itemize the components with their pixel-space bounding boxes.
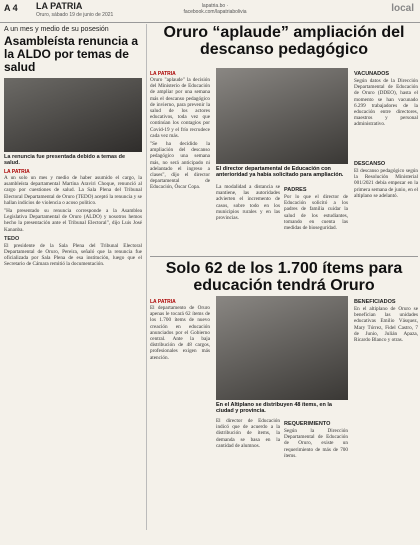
main-column-2 [216, 184, 280, 254]
second-column-4 [354, 296, 418, 532]
left-photo-caption: La renuncia fue presentada debido a temas de salud. [4, 154, 126, 166]
second-column-2 [216, 418, 280, 532]
left-paragraph: "Ha presentado su renuncia corresponde a la Asamblea Legislativa Departamental de Oruro (ALDO) y nosotros hemos hecho la presentación ante el Tribunal Electoral", dijo Luis José Kananba. [4, 208, 142, 233]
left-article [4, 24, 142, 530]
main-subhead: PADRES [284, 187, 307, 193]
web-links: lapatria.bo · facebook.com/lapatriabolivia [183, 3, 247, 15]
second-column-1 [150, 296, 210, 532]
second-photo-caption: En el Altiplano se distribuyen 48 ítems, en la ciudad y provincia. [216, 402, 332, 414]
main-column-4 [354, 68, 418, 254]
left-subhead: TEDO [4, 235, 20, 242]
main-article [150, 68, 418, 254]
second-photo [216, 296, 348, 400]
main-paragraph: Oruro "aplaude" la decisión del Ministerio de Educación de ampliar por una semana más el descanso pedagógico de invierno, para prevenir la salud de los actores educativos, toda vez que continúan los contagios por Covid-19 y el frío recrudece cada vez más. [150, 77, 210, 139]
second-byline: LA PATRIA [150, 299, 176, 305]
main-paragraph: La modalidad a distancia se mantiene, las autoridades advierten el incremento de casos, sobre todo en los municipios rurales y en las provincias. [216, 184, 280, 222]
left-byline: LA PATRIA [4, 169, 30, 175]
main-subhead: VACUNADOS [354, 71, 390, 77]
main-subhead: DESCANSO [354, 161, 386, 167]
second-subhead: REQUERIMIENTO [284, 421, 331, 427]
second-headline: Solo 62 de los 1.700 ítems para educación tendrá Oruro [165, 260, 403, 294]
newspaper-brand: LA PATRIA [36, 1, 83, 11]
main-column-3 [284, 184, 348, 254]
left-kicker: A un mes y medio de su posesión [4, 26, 109, 33]
main-photo-caption: El director departamental de Educación con anterioridad ya había solicitado para ampliación. [216, 166, 344, 178]
second-paragraph: Según la Dirección Departamental de Educación de Oruro, existe un requerimiento de más de 700 ítems. [284, 428, 348, 459]
left-paragraph: El presidente de la Sala Plena del Tribunal Electoral Departamental de Oruro, Pereira, señaló que la renuncia fue oficializada por Sala Plena de esa institución, luego que el Secretario de Cámara remitió la documentación. [4, 242, 142, 268]
main-paragraph: Según datos de la Dirección Departamental de Educación de Oruro (DDEO), hasta el momento se han vacunado 6.299 trabajadores de la educación entre directores, maestros y personal administrativo. [354, 78, 418, 128]
page-header [0, 0, 420, 23]
second-paragraph: En el altiplano de Oruro se benefician las unidades educativas Emilio Vásquez, Mary Tórrez, Fidel Castro, 7 de Junio, Julián Apaza, Ricardo Blanco y otras. [354, 306, 418, 344]
main-photo [216, 68, 348, 164]
second-paragraph: El departamento de Oruro apenas le tocará 62 ítems de los 1.700 ítems de nuevo creación en educación anunciados por el Gobierno central. Ante la baja distribución de 48 cargos, profesionales exigen más atención. [150, 305, 210, 361]
second-column-3 [284, 418, 348, 532]
section-label: local [391, 3, 414, 14]
issue-date: Oruro, sábado 19 de junio de 2021 [36, 12, 114, 18]
main-paragraph: Por lo que el director de Educación solicitó a los padres de familia cuidar la salud de los estudiantes, tomando en cuenta las medidas de bioseguridad. [284, 194, 348, 232]
section-divider [150, 256, 418, 257]
main-paragraph: "Se ha decidido la ampliación del descanso pedagógico una semana más, no será anticipado ni adelantado el ingreso a clases", dijo el director departamental de Educación, Óscar Copa. [150, 141, 210, 191]
second-article [150, 296, 418, 532]
left-paragraph: A un solo un mes y medio de haber asumido el cargo, la asambleísta departamental Martina Araviri Choque, renunció al cargo por cuestiones de salud. La Sala Plena del Tribunal Electoral Departamental de Oruro (TEDO) aceptó la renuncia y se hallan indicios de violencia o acoso político. [4, 175, 142, 206]
second-paragraph: El director de Educación indicó que de acuerdo a la distribución de ítems, la demanda se basa en la cantidad de alumnos. [216, 418, 280, 449]
main-paragraph: El descanso pedagógico según la Resolución Ministerial 001/2021 debía empezar en la primera semana de junio, en el altiplano se adelantó. [354, 168, 418, 199]
second-subhead: BENEFICIADOS [354, 299, 396, 305]
column-rule [146, 24, 147, 530]
left-body [4, 175, 142, 545]
main-byline: LA PATRIA [150, 71, 176, 77]
main-column-1 [150, 68, 210, 254]
main-headline: Oruro “aplaude” ampliación del descanso pedagógico [163, 24, 405, 58]
page-number: A 4 [4, 3, 18, 13]
left-headline: Asambleísta renuncia a la ALDO por temas de salud [4, 34, 139, 74]
left-photo [4, 78, 142, 152]
